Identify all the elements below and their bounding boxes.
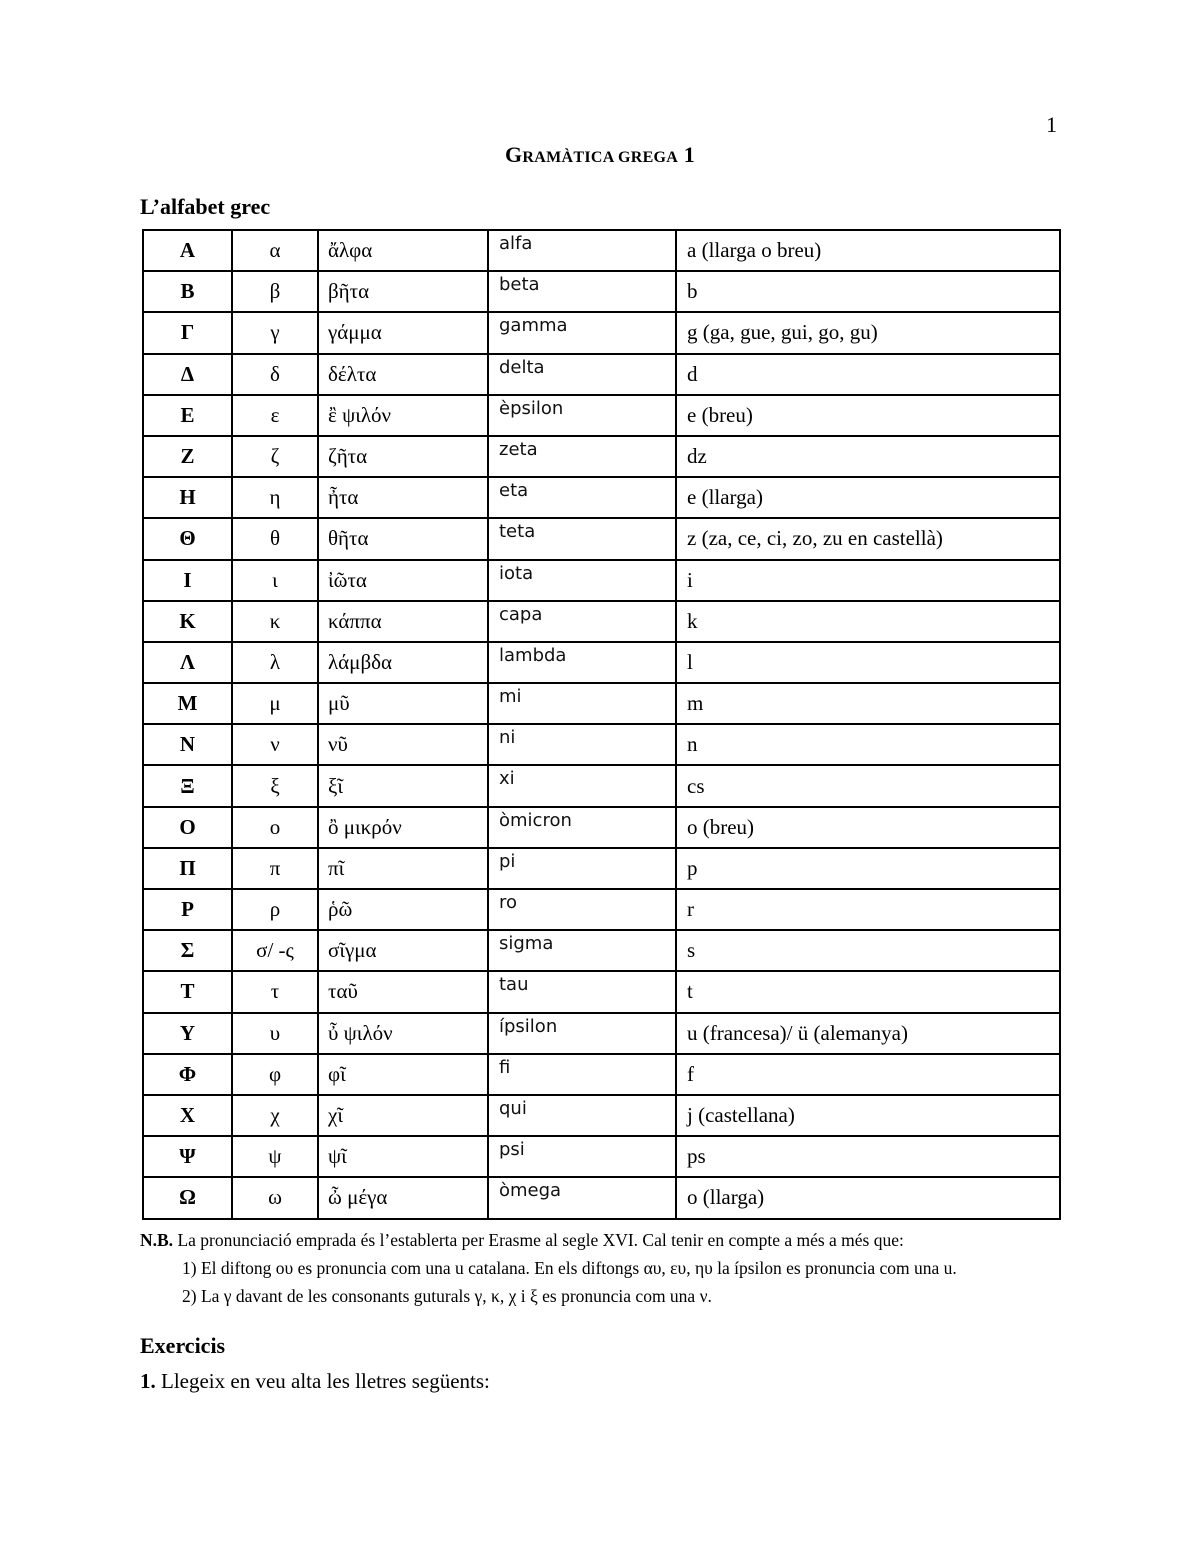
greek-letter-name: ζῆτα	[318, 436, 488, 477]
pronunciation: l	[676, 642, 1060, 683]
title-first-letter: G	[504, 142, 523, 167]
table-row	[143, 765, 1060, 806]
section-heading: L’alfabet grec	[140, 194, 271, 219]
table-row	[143, 1136, 1060, 1177]
note-item-1: 1) El diftong ου es pronuncia com una u catalana. En els diftongs αυ, ευ, ηυ la ípsilon es pronuncia com una u.	[182, 1258, 957, 1278]
uppercase-letter: Φ	[143, 1054, 232, 1095]
greek-letter-name: ψῖ	[318, 1136, 488, 1177]
greek-letter-name: μῦ	[318, 683, 488, 724]
greek-letter-name: ταῦ	[318, 971, 488, 1012]
transliterated-name: psi	[488, 1136, 676, 1177]
greek-letter-name: βῆτα	[318, 271, 488, 312]
uppercase-letter: Ν	[143, 724, 232, 765]
table-row	[143, 1013, 1060, 1054]
pronunciation: n	[676, 724, 1060, 765]
pronunciation: p	[676, 848, 1060, 889]
pronunciation: t	[676, 971, 1060, 1012]
uppercase-letter: Ρ	[143, 889, 232, 930]
lowercase-letter: ο	[232, 807, 318, 848]
transliterated-name: ni	[488, 724, 676, 765]
lowercase-letter: κ	[232, 601, 318, 642]
pronunciation: b	[676, 271, 1060, 312]
table-row	[143, 395, 1060, 436]
uppercase-letter: Η	[143, 477, 232, 518]
lowercase-letter: γ	[232, 312, 318, 353]
table-row	[143, 683, 1060, 724]
table-row	[143, 971, 1060, 1012]
transliterated-name: tau	[488, 971, 676, 1012]
greek-letter-name: ὦ μέγα	[318, 1177, 488, 1218]
transliterated-name: teta	[488, 518, 676, 559]
pronunciation: cs	[676, 765, 1060, 806]
nb-paragraph	[140, 1226, 957, 1254]
lowercase-letter: π	[232, 848, 318, 889]
pronunciation: dz	[676, 436, 1060, 477]
table-row	[143, 271, 1060, 312]
greek-letter-name: ὂ μικρόν	[318, 807, 488, 848]
transliterated-name: zeta	[488, 436, 676, 477]
table-row	[143, 518, 1060, 559]
transliterated-name: beta	[488, 271, 676, 312]
greek-letter-name: ῥῶ	[318, 889, 488, 930]
pronunciation: o (llarga)	[676, 1177, 1060, 1218]
lowercase-letter: μ	[232, 683, 318, 724]
greek-letter-name: δέλτα	[318, 354, 488, 395]
transliterated-name: fi	[488, 1054, 676, 1095]
uppercase-letter: Γ	[143, 312, 232, 353]
greek-letter-name: ἰῶτα	[318, 560, 488, 601]
pronunciation: ps	[676, 1136, 1060, 1177]
lowercase-letter: θ	[232, 518, 318, 559]
transliterated-name: pi	[488, 848, 676, 889]
transliterated-name: delta	[488, 354, 676, 395]
greek-alphabet-table	[142, 229, 1061, 1220]
uppercase-letter: Δ	[143, 354, 232, 395]
table-row	[143, 230, 1060, 271]
lowercase-letter: ν	[232, 724, 318, 765]
exercise-number: 1.	[140, 1369, 156, 1393]
transliterated-name: òmicron	[488, 807, 676, 848]
greek-letter-name: γάμμα	[318, 312, 488, 353]
pronunciation: r	[676, 889, 1060, 930]
greek-letter-name: νῦ	[318, 724, 488, 765]
lowercase-letter: η	[232, 477, 318, 518]
transliterated-name: lambda	[488, 642, 676, 683]
greek-letter-name: ὖ ψιλόν	[318, 1013, 488, 1054]
lowercase-letter: τ	[232, 971, 318, 1012]
table-row	[143, 724, 1060, 765]
lowercase-letter: α	[232, 230, 318, 271]
transliterated-name: eta	[488, 477, 676, 518]
uppercase-letter: Ζ	[143, 436, 232, 477]
transliterated-name: sigma	[488, 930, 676, 971]
pronunciation: a (llarga o breu)	[676, 230, 1060, 271]
uppercase-letter: Ψ	[143, 1136, 232, 1177]
pronunciation: k	[676, 601, 1060, 642]
pronunciation: o (breu)	[676, 807, 1060, 848]
table-row	[143, 1054, 1060, 1095]
alphabet-table-body	[143, 230, 1060, 1219]
exercises-heading: Exercicis	[140, 1333, 226, 1358]
transliterated-name: alfa	[488, 230, 676, 271]
lowercase-letter: λ	[232, 642, 318, 683]
uppercase-letter: Α	[143, 230, 232, 271]
table-row	[143, 477, 1060, 518]
table-row	[143, 560, 1060, 601]
greek-letter-name: ἒ ψιλόν	[318, 395, 488, 436]
lowercase-letter: φ	[232, 1054, 318, 1095]
greek-letter-name: θῆτα	[318, 518, 488, 559]
greek-letter-name: ἄλφα	[318, 230, 488, 271]
exercise-1	[140, 1369, 490, 1394]
pronunciation: u (francesa)/ ü (alemanya)	[676, 1013, 1060, 1054]
uppercase-letter: Ε	[143, 395, 232, 436]
lowercase-letter: σ/ -ς	[232, 930, 318, 971]
pronunciation: e (llarga)	[676, 477, 1060, 518]
transliterated-name: xi	[488, 765, 676, 806]
transliterated-name: òmega	[488, 1177, 676, 1218]
lowercase-letter: ε	[232, 395, 318, 436]
table-row	[143, 601, 1060, 642]
nb-label: N.B.	[140, 1230, 174, 1250]
page-number: 1	[1046, 112, 1057, 137]
uppercase-letter: Ι	[143, 560, 232, 601]
uppercase-letter: Τ	[143, 971, 232, 1012]
pronunciation: z (za, ce, ci, zo, zu en castellà)	[676, 518, 1060, 559]
table-row	[143, 436, 1060, 477]
transliterated-name: gamma	[488, 312, 676, 353]
transliterated-name: ípsilon	[488, 1013, 676, 1054]
table-row	[143, 889, 1060, 930]
notes	[140, 1226, 957, 1310]
pronunciation: e (breu)	[676, 395, 1060, 436]
table-row	[143, 807, 1060, 848]
lowercase-letter: β	[232, 271, 318, 312]
greek-letter-name: φῖ	[318, 1054, 488, 1095]
title-small-caps: RAMÀTICA GREGA	[522, 149, 679, 166]
uppercase-letter: Θ	[143, 518, 232, 559]
uppercase-letter: Χ	[143, 1095, 232, 1136]
uppercase-letter: Μ	[143, 683, 232, 724]
pronunciation: m	[676, 683, 1060, 724]
table-row	[143, 930, 1060, 971]
exercise-text: Llegeix en veu alta les lletres següents:	[155, 1369, 490, 1393]
lowercase-letter: χ	[232, 1095, 318, 1136]
uppercase-letter: Λ	[143, 642, 232, 683]
uppercase-letter: Ω	[143, 1177, 232, 1218]
lowercase-letter: ρ	[232, 889, 318, 930]
greek-letter-name: ἦτα	[318, 477, 488, 518]
title-number: 1	[683, 142, 696, 167]
transliterated-name: ro	[488, 889, 676, 930]
nb-text: La pronunciació emprada és l’establerta per Erasme al segle XVI. Cal tenir en compte a més a més que:	[173, 1230, 904, 1250]
table-row	[143, 848, 1060, 889]
pronunciation: f	[676, 1054, 1060, 1095]
lowercase-letter: ω	[232, 1177, 318, 1218]
greek-letter-name: λάμβδα	[318, 642, 488, 683]
lowercase-letter: ι	[232, 560, 318, 601]
table-row	[143, 642, 1060, 683]
table-row	[143, 1095, 1060, 1136]
pronunciation: i	[676, 560, 1060, 601]
greek-letter-name: ξῖ	[318, 765, 488, 806]
uppercase-letter: Υ	[143, 1013, 232, 1054]
greek-letter-name: σῖγμα	[318, 930, 488, 971]
transliterated-name: capa	[488, 601, 676, 642]
table-row	[143, 354, 1060, 395]
uppercase-letter: Π	[143, 848, 232, 889]
transliterated-name: mi	[488, 683, 676, 724]
transliterated-name: èpsilon	[488, 395, 676, 436]
lowercase-letter: ψ	[232, 1136, 318, 1177]
pronunciation: j (castellana)	[676, 1095, 1060, 1136]
greek-letter-name: κάππα	[318, 601, 488, 642]
uppercase-letter: Ο	[143, 807, 232, 848]
pronunciation: s	[676, 930, 1060, 971]
table-row	[143, 1177, 1060, 1218]
lowercase-letter: υ	[232, 1013, 318, 1054]
uppercase-letter: Β	[143, 271, 232, 312]
note-item-2: 2) La γ davant de les consonants guturals γ, κ, χ i ξ es pronuncia com una ν.	[182, 1286, 712, 1306]
greek-letter-name: πῖ	[318, 848, 488, 889]
lowercase-letter: ζ	[232, 436, 318, 477]
transliterated-name: iota	[488, 560, 676, 601]
pronunciation: g (ga, gue, gui, go, gu)	[676, 312, 1060, 353]
uppercase-letter: Ξ	[143, 765, 232, 806]
table-row	[143, 312, 1060, 353]
uppercase-letter: Κ	[143, 601, 232, 642]
transliterated-name: qui	[488, 1095, 676, 1136]
uppercase-letter: Σ	[143, 930, 232, 971]
document-title	[0, 142, 1200, 168]
pronunciation: d	[676, 354, 1060, 395]
greek-letter-name: χῖ	[318, 1095, 488, 1136]
lowercase-letter: δ	[232, 354, 318, 395]
lowercase-letter: ξ	[232, 765, 318, 806]
